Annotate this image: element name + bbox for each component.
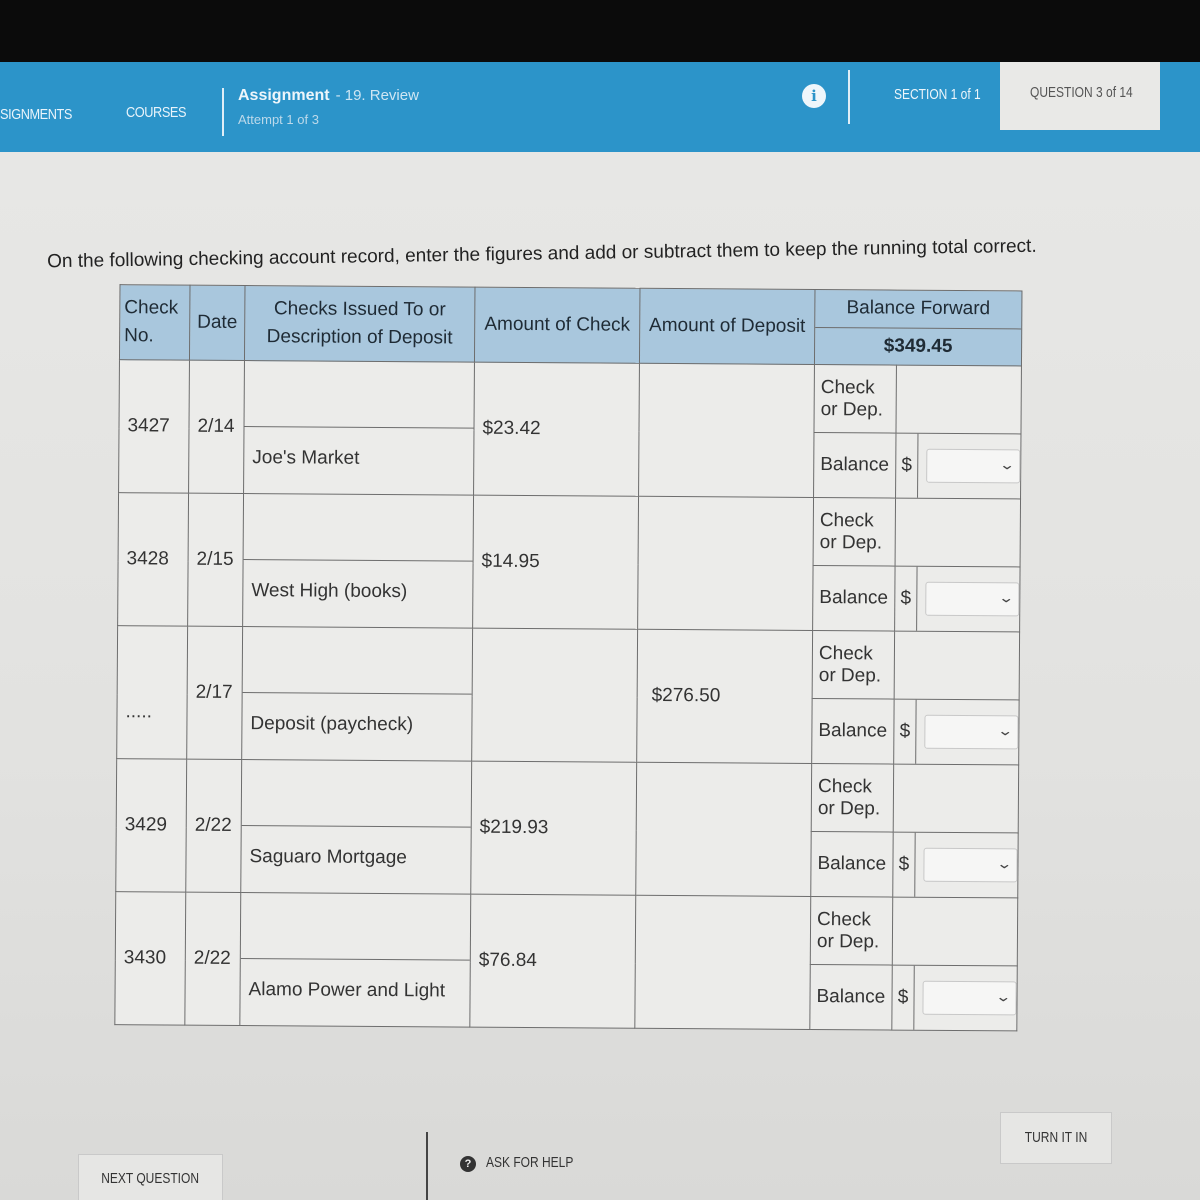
chevron-down-icon: ⌄ xyxy=(998,589,1015,606)
check-or-dep-value xyxy=(893,764,1018,833)
balance-cell xyxy=(893,832,1018,898)
table-row xyxy=(118,493,1020,567)
chevron-down-icon: ⌄ xyxy=(997,722,1014,739)
balance-label: Balance xyxy=(812,698,894,764)
chevron-down-icon: ⌄ xyxy=(995,988,1012,1005)
description-text: West High (books) xyxy=(251,580,408,603)
table-row xyxy=(119,360,1021,434)
screen-bezel xyxy=(0,0,1200,70)
amount-of-check: $14.95 xyxy=(473,495,639,629)
check-date: 2/14 xyxy=(189,360,245,493)
description-cell xyxy=(243,494,474,629)
check-or-dep-value xyxy=(896,365,1021,434)
amount-of-deposit xyxy=(635,895,811,1029)
header-date: Date xyxy=(189,285,245,360)
description-text: Joe's Market xyxy=(252,447,360,469)
check-date: 2/22 xyxy=(186,759,242,892)
balance-dropdown[interactable] xyxy=(925,582,1019,617)
balance-forward-label: Balance Forward xyxy=(815,290,1021,329)
balance-label: Balance xyxy=(811,831,893,897)
description-cell xyxy=(244,361,475,496)
header-amount-check: Amount of Check xyxy=(474,287,640,363)
balance-dropdown[interactable] xyxy=(922,981,1016,1016)
app-screen xyxy=(0,62,1200,1200)
table-row xyxy=(115,892,1017,966)
question-indicator[interactable]: QUESTION 3 of 14 xyxy=(1030,84,1133,101)
balance-label: Balance xyxy=(810,964,892,1030)
amount-of-check xyxy=(472,628,638,762)
description-cell xyxy=(240,893,471,1028)
check-or-dep-value xyxy=(895,498,1020,567)
check-or-dep-label: Check or Dep. xyxy=(813,498,895,567)
check-or-dep-label: Check or Dep. xyxy=(811,763,893,832)
check-number: 3430 xyxy=(115,892,186,1025)
amount-of-check: $76.84 xyxy=(470,894,636,1028)
assignment-name: Assignment xyxy=(238,87,330,104)
balance-label: Balance xyxy=(814,433,896,499)
dollar-sign: $ xyxy=(894,700,916,764)
footer-divider xyxy=(426,1132,428,1200)
balance-cell xyxy=(895,566,1020,632)
amount-of-deposit xyxy=(639,363,815,497)
turn-it-in-label: TURN IT IN xyxy=(1024,1129,1088,1146)
dollar-sign: $ xyxy=(892,966,914,1030)
check-date: 2/15 xyxy=(188,493,244,626)
assignment-subtitle: - 19. Review xyxy=(335,87,419,104)
section-indicator[interactable]: SECTION 1 of 1 xyxy=(894,86,981,103)
check-number: 3427 xyxy=(119,360,190,493)
nav-assignments[interactable]: SIGNMENTS xyxy=(0,106,72,123)
chevron-down-icon: ⌄ xyxy=(999,456,1016,473)
attempt-label: Attempt 1 of 3 xyxy=(238,112,319,127)
description-text: Alamo Power and Light xyxy=(248,979,446,1002)
description-entry-line[interactable] xyxy=(245,361,474,429)
dollar-sign: $ xyxy=(896,434,918,498)
check-or-dep-value xyxy=(892,897,1017,966)
check-number: ..... xyxy=(117,626,188,759)
header-check-no: Check No. xyxy=(119,285,190,360)
next-question-label: NEXT QUESTION xyxy=(101,1170,200,1187)
check-or-dep-label: Check or Dep. xyxy=(812,630,894,699)
check-or-dep-value xyxy=(894,631,1019,700)
check-date: 2/22 xyxy=(185,892,241,1025)
description-entry-line[interactable] xyxy=(243,627,472,695)
description-entry-line[interactable] xyxy=(241,893,470,961)
dollar-sign: $ xyxy=(893,833,915,897)
ask-for-help-link[interactable] xyxy=(460,1154,595,1172)
next-question-button[interactable] xyxy=(78,1154,223,1200)
balance-label: Balance xyxy=(813,565,895,631)
check-or-dep-label: Check or Dep. xyxy=(814,365,896,434)
description-entry-line[interactable] xyxy=(244,494,473,562)
info-icon[interactable]: i xyxy=(802,84,826,108)
balance-dropdown[interactable] xyxy=(923,848,1017,883)
description-cell xyxy=(241,760,472,895)
ask-for-help-label: ASK FOR HELP xyxy=(486,1154,574,1171)
balance-cell xyxy=(894,699,1019,765)
help-icon: ? xyxy=(460,1156,476,1172)
amount-of-check: $219.93 xyxy=(471,761,637,895)
check-or-dep-label: Check or Dep. xyxy=(810,896,892,965)
table-row xyxy=(116,759,1018,833)
balance-forward-value: $349.45 xyxy=(883,334,953,357)
description-text: Saguaro Mortgage xyxy=(249,846,407,869)
header-balance-forward xyxy=(814,290,1022,366)
check-date: 2/17 xyxy=(187,626,243,759)
header-amount-deposit: Amount of Deposit xyxy=(639,288,815,364)
chevron-down-icon: ⌄ xyxy=(996,855,1013,872)
check-number: 3429 xyxy=(116,759,187,892)
description-entry-line[interactable] xyxy=(242,760,471,828)
instructions: On the following checking account record, enter the figures and add or subtract them to keep the running total correct. xyxy=(46,235,1037,273)
table-row xyxy=(117,626,1019,700)
balance-cell xyxy=(896,433,1021,499)
nav-courses[interactable]: COURSES xyxy=(126,104,187,121)
main-content xyxy=(0,62,1200,1200)
amount-of-deposit xyxy=(636,762,812,896)
header-description: Checks Issued To or Description of Deposit xyxy=(244,286,475,363)
dollar-sign: $ xyxy=(895,567,917,631)
amount-of-deposit: $276.50 xyxy=(637,629,813,763)
amount-of-check: $23.42 xyxy=(474,362,640,496)
description-cell xyxy=(242,627,473,762)
balance-cell xyxy=(892,965,1017,1031)
balance-dropdown[interactable] xyxy=(924,715,1018,750)
amount-of-deposit xyxy=(638,496,814,630)
turn-it-in-button[interactable] xyxy=(1000,1112,1112,1164)
description-text: Deposit (paycheck) xyxy=(250,713,414,736)
checking-ledger-table xyxy=(114,284,1022,1031)
balance-dropdown[interactable] xyxy=(926,449,1020,484)
check-number: 3428 xyxy=(118,493,189,626)
